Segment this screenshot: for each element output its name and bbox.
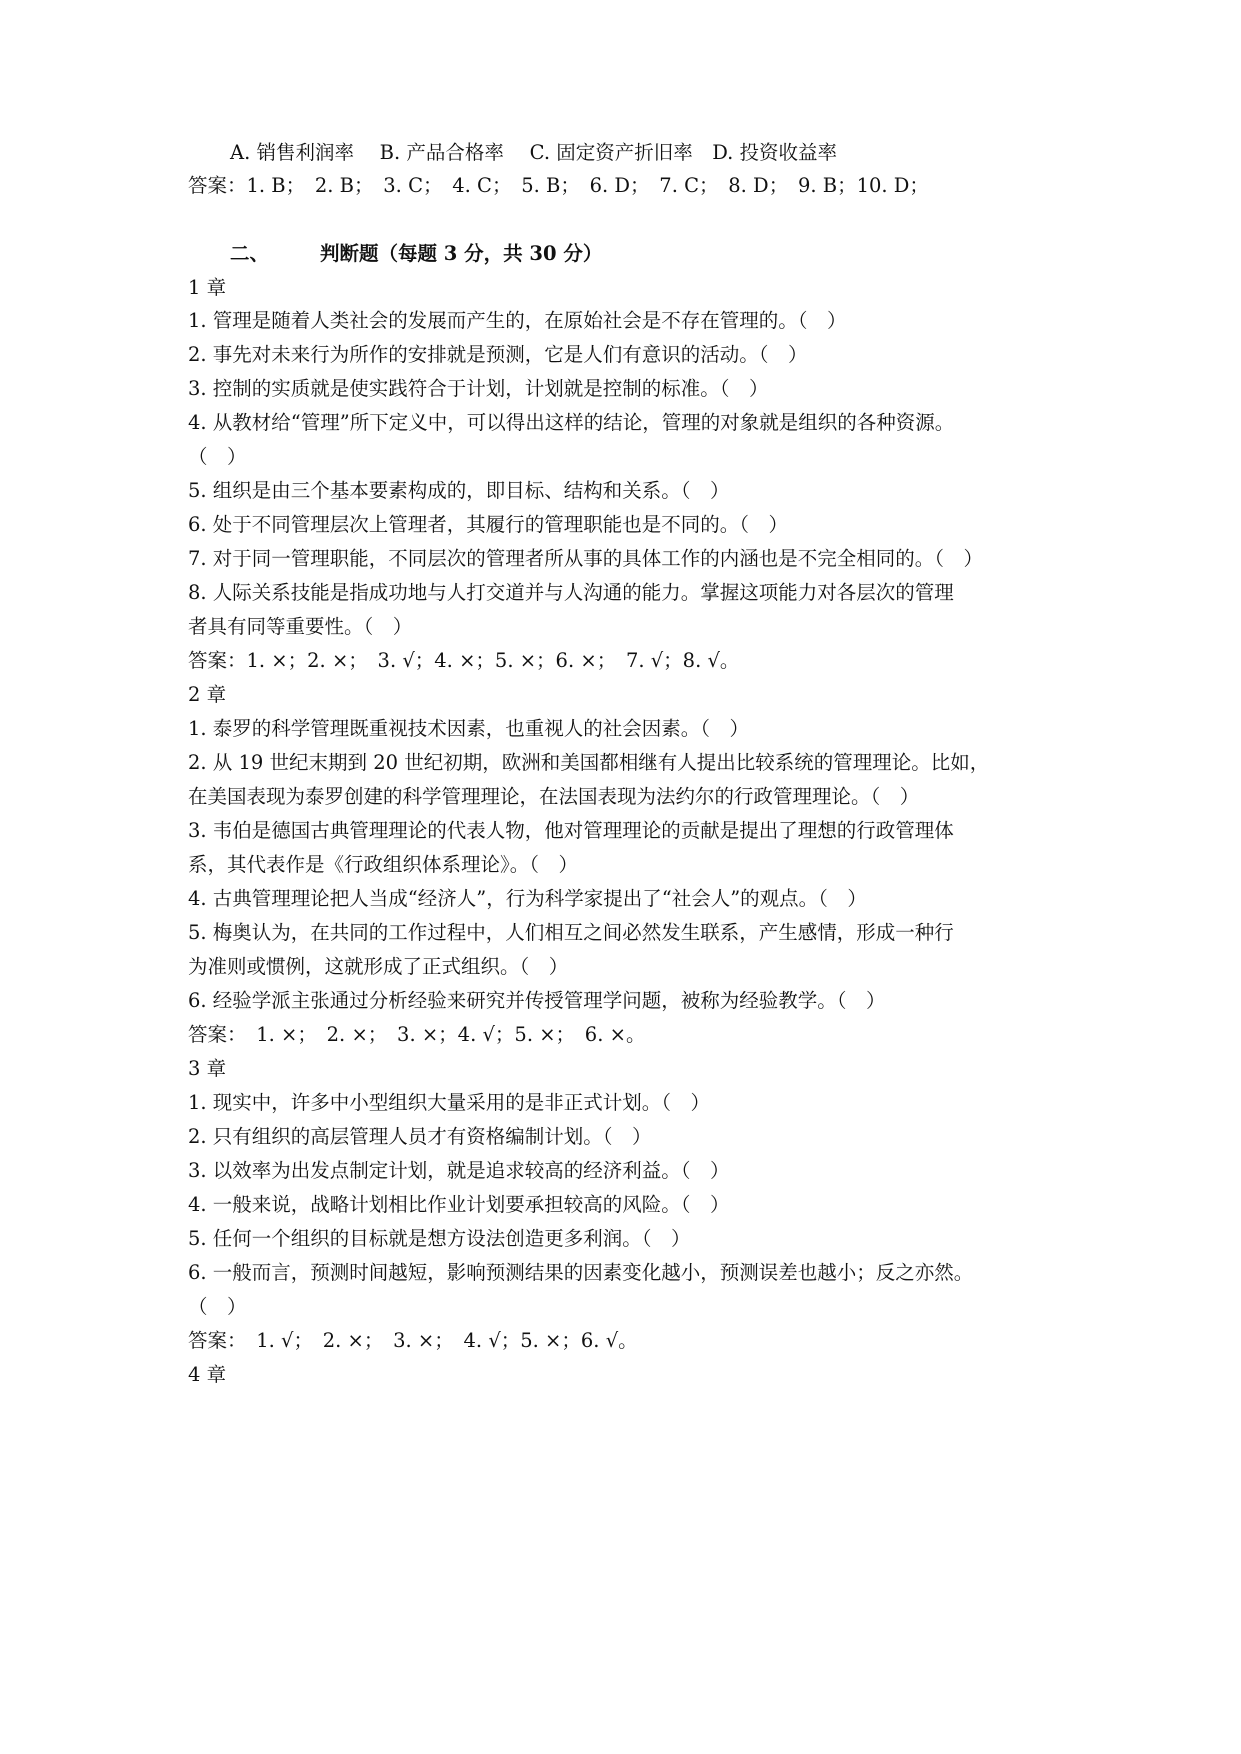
ch1-question-1: 1. 管理是随着人类社会的发展而产生的，在原始社会是不存在管理的。（ ） xyxy=(188,309,847,332)
mc-answer-line: 答案：1. B； 2. B； 3. C； 4. C； 5. B； 6. D； 7. C； 8. D； 9. B；10. D； xyxy=(188,174,929,197)
ch2-question-2: 2. 从 19 世纪末期到 20 世纪初期，欧洲和美国都相继有人提出比较系统的管理理论。比如， xyxy=(188,751,990,774)
ch2-question-6: 6. 经验学派主张通过分析经验来研究并传授管理学问题，被称为经验教学。（ ） xyxy=(188,989,886,1012)
ch1-question-4: 4. 从教材给“管理”所下定义中，可以得出这样的结论，管理的对象就是组织的各种资源。 xyxy=(188,411,955,434)
ch3-question-1: 1. 现实中，许多中小型组织大量采用的是非正式计划。（ ） xyxy=(188,1091,711,1114)
ch3-question-3: 3. 以效率为出发点制定计划，就是追求较高的经济利益。（ ） xyxy=(188,1159,730,1182)
ch3-answer: 答案： 1. √； 2. ×； 3. ×； 4. √；5. ×；6. √。 xyxy=(188,1329,638,1352)
ch3-question-2: 2. 只有组织的高层管理人员才有资格编制计划。（ ） xyxy=(188,1125,652,1148)
chapter-2-heading: 2 章 xyxy=(188,683,227,706)
ch3-question-6: 6. 一般而言，预测时间越短，影响预测结果的因素变化越小，预测误差也越小；反之亦然。 xyxy=(188,1261,974,1284)
ch1-question-6: 6. 处于不同管理层次上管理者，其履行的管理职能也是不同的。（ ） xyxy=(188,513,789,536)
chapter-4-heading: 4 章 xyxy=(188,1363,227,1386)
ch2-question-2-cont: 在美国表现为泰罗创建的科学管理理论，在法国表现为法约尔的行政管理理论。（ ） xyxy=(188,785,920,808)
ch3-question-5: 5. 任何一个组织的目标就是想方设法创造更多利润。（ ） xyxy=(188,1227,691,1250)
chapter-1-heading: 1 章 xyxy=(188,276,227,299)
ch1-question-2: 2. 事先对未来行为所作的安排就是预测，它是人们有意识的活动。（ ） xyxy=(188,343,808,366)
ch2-question-3-cont: 系，其代表作是《行政组织体系理论》。（ ） xyxy=(188,853,579,876)
ch3-question-4: 4. 一般来说，战略计划相比作业计划要承担较高的风险。（ ） xyxy=(188,1193,730,1216)
ch2-question-1: 1. 泰罗的科学管理既重视技术因素，也重视人的社会因素。（ ） xyxy=(188,717,750,740)
ch1-question-5: 5. 组织是由三个基本要素构成的，即目标、结构和关系。（ ） xyxy=(188,479,730,502)
ch1-question-3: 3. 控制的实质就是使实践符合于计划，计划就是控制的标准。（ ） xyxy=(188,377,769,400)
ch1-answer: 答案：1. ×；2. ×； 3. √；4. ×；5. ×；6. ×； 7. √；8. √。 xyxy=(188,649,740,672)
ch2-question-5: 5. 梅奥认为，在共同的工作过程中，人们相互之间必然发生联系，产生感情，形成一种行 xyxy=(188,921,954,944)
ch1-question-7: 7. 对于同一管理职能，不同层次的管理者所从事的具体工作的内涵也是不完全相同的。（ ） xyxy=(188,547,984,570)
mc-options-line: A. 销售利润率 B. 产品合格率 C. 固定资产折旧率 D. 投资收益率 xyxy=(230,141,838,164)
ch2-question-3: 3. 韦伯是德国古典管理理论的代表人物，他对管理理论的贡献是提出了理想的行政管理体 xyxy=(188,819,954,842)
ch2-question-5-cont: 为准则或惯例，这就形成了正式组织。（ ） xyxy=(188,955,569,978)
section-title: 判断题（每题 3 分，共 30 分） xyxy=(320,242,603,265)
ch3-question-6-cont: （ ） xyxy=(188,1295,247,1318)
ch1-question-8: 8. 人际关系技能是指成功地与人打交道并与人沟通的能力。掌握这项能力对各层次的管理 xyxy=(188,581,954,604)
chapter-3-heading: 3 章 xyxy=(188,1057,227,1080)
ch2-answer: 答案： 1. ×； 2. ×； 3. ×；4. √；5. ×； 6. ×。 xyxy=(188,1023,646,1046)
ch1-question-8-cont: 者具有同等重要性。（ ） xyxy=(188,615,413,638)
ch2-question-4: 4. 古典管理理论把人当成“经济人”，行为科学家提出了“社会人”的观点。（ ） xyxy=(188,887,867,910)
ch1-question-4-cont: （ ） xyxy=(188,445,247,468)
section-number: 二、 xyxy=(230,242,270,265)
